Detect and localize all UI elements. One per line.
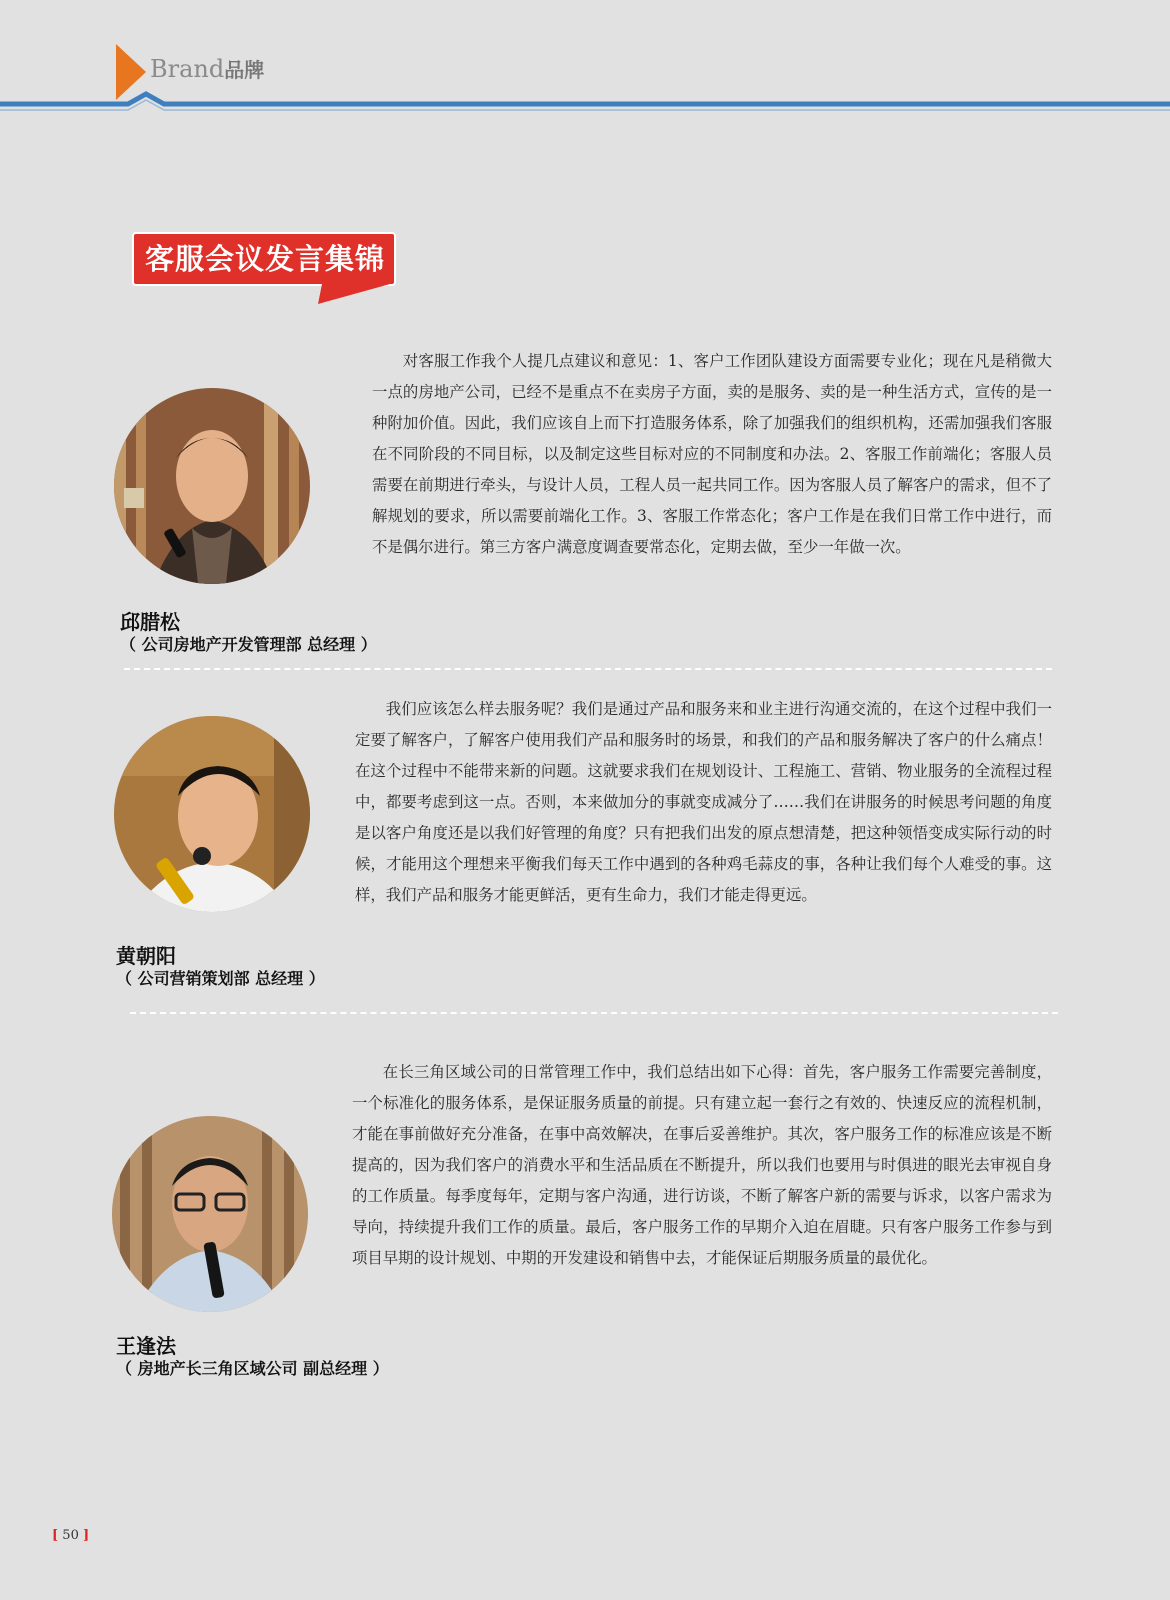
header-rule (0, 88, 1170, 118)
speaker-2-title: （ 公司营销策划部 总经理 ） (116, 969, 325, 988)
section-divider (124, 668, 1052, 670)
brand-cn: 品牌 (224, 58, 265, 82)
page-title: 客服会议发言集锦 (144, 242, 385, 276)
page-number: [ 50 ] (52, 1528, 90, 1543)
speaker-2-name: 黄朝阳 (116, 944, 176, 968)
section-divider (130, 1012, 1058, 1014)
speaker-1-photo (114, 388, 310, 584)
speaker-2-photo (114, 716, 310, 912)
speaker-3-photo (112, 1116, 308, 1312)
section-label (150, 54, 264, 83)
speaker-1-name: 邱腊松 (120, 610, 180, 634)
speaker-1-title: （ 公司房地产开发管理部 总经理 ） (120, 635, 377, 654)
brand-en: Brand (150, 55, 225, 83)
speaker-3-name: 王逢法 (116, 1334, 176, 1358)
speaker-3-quote: 在长三角区域公司的日常管理工作中，我们总结出如下心得：首先，客户服务工作需要完善制度，一个标准化的服务体系，是保证服务质量的前提。只有建立起一套行之有效的、快速反应的流程机制，才能在事前做好充分准备，在事中高效解决，在事后妥善维护。其次，客户服务工作的标准应该是不断提高的，因为我们客户的消费水平和生活品质在不断提升，所以我们也要用与时俱进的眼光去审视自身的工作质量。每季度每年，定期与客户沟通，进行访谈，不断了解客户新的需要与诉求，以客户需求为导向，持续提升我们工作的质量。最后，客户服务工作的早期介入迫在眉睫。只有客户服务工作参与到项目早期的设计规划、中期的开发建设和销售中去，才能保证后期服务质量的最优化。 (352, 1063, 1052, 1267)
speaker-1-quote: 对客服工作我个人提几点建议和意见：1、客户工作团队建设方面需要专业化；现在凡是稍微大一点的房地产公司，已经不是重点不在卖房子方面，卖的是服务、卖的是一种生活方式，宣传的是一种附加价值。因此，我们应该自上而下打造服务体系，除了加强我们的组织机构，还需加强我们客服在不同阶段的不同目标，以及制定这些目标对应的不同制度和办法。2、客服工作前端化；客服人员需要在前期进行牵头，与设计人员，工程人员一起共同工作。因为客服人员了解客户的需求，但不了解规划的要求，所以需要前端化工作。3、客服工作常态化；客户工作是在我们日常工作中进行，而不是偶尔进行。第三方客户满意度调查要常态化，定期去做，至少一年做一次。 (372, 352, 1052, 556)
speaker-3-title: （ 房地产长三角区域公司 副总经理 ） (116, 1359, 389, 1378)
speaker-2-quote: 我们应该怎么样去服务呢？我们是通过产品和服务来和业主进行沟通交流的，在这个过程中我们一定要了解客户，了解客户使用我们产品和服务时的场景，和我们的产品和服务解决了客户的什么痛点！在这个过程中不能带来新的问题。这就要求我们在规划设计、工程施工、营销、物业服务的全流程过程中，都要考虑到这一点。否则，本来做加分的事就变成减分了……我们在讲服务的时候思考问题的角度是以客户角度还是以我们好管理的角度？只有把我们出发的原点想清楚，把这种领悟变成实际行动的时候，才能用这个理想来平衡我们每天工作中遇到的各种鸡毛蒜皮的事，各种让我们每个人难受的事。这样，我们产品和服务才能更鲜活，更有生命力，我们才能走得更远。 (355, 700, 1052, 904)
